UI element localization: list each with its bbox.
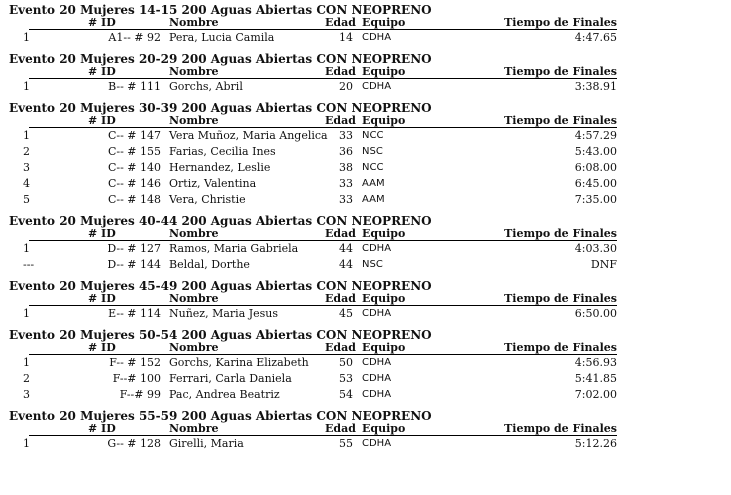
age-cell: 45 — [339, 307, 353, 320]
result-row — [0, 79, 731, 95]
age-cell: 54 — [339, 388, 353, 401]
team-column-header: Equipo — [362, 16, 406, 29]
time-column-header: Tiempo de Finales — [504, 114, 617, 127]
age-cell: 20 — [339, 80, 353, 93]
place-cell: 1 — [23, 80, 30, 93]
result-row — [0, 176, 731, 192]
swimmer-name-cell: Gorchs, Karina Elizabeth — [169, 356, 309, 369]
swimmer-name-cell: Ortiz, Valentina — [169, 177, 257, 190]
team-cell: CDHA — [362, 81, 392, 92]
place-cell: 2 — [23, 145, 30, 158]
result-row — [0, 436, 731, 452]
time-column-header: Tiempo de Finales — [504, 65, 617, 78]
final-time-cell: 4:56.93 — [574, 356, 617, 369]
place-cell: 5 — [23, 193, 30, 206]
place-cell: 1 — [23, 129, 30, 142]
final-time-cell: 6:08.00 — [574, 161, 617, 174]
result-row — [0, 160, 731, 176]
name-column-header: Nombre — [169, 114, 219, 127]
place-cell: 3 — [23, 388, 30, 401]
final-time-cell: 7:02.00 — [574, 388, 617, 401]
age-cell: 50 — [339, 356, 353, 369]
team-cell: CDHA — [362, 389, 392, 400]
place-cell: 1 — [23, 242, 30, 255]
id-column-header: # ID — [88, 65, 116, 78]
id-column-header: # ID — [88, 16, 116, 29]
swimmer-id-cell: F--# 100 — [112, 372, 161, 385]
age-column-header: Edad — [325, 16, 356, 29]
age-column-header: Edad — [325, 114, 356, 127]
swimmer-name-cell: Ramos, Maria Gabriela — [169, 242, 299, 255]
name-column-header: Nombre — [169, 227, 219, 240]
result-row — [0, 306, 731, 322]
age-cell: 44 — [339, 258, 353, 271]
swimmer-id-cell: E-- # 114 — [108, 307, 161, 320]
place-cell: 4 — [23, 177, 30, 190]
final-time-cell: 4:47.65 — [574, 31, 617, 44]
time-column-header: Tiempo de Finales — [504, 422, 617, 435]
age-column-header: Edad — [325, 227, 356, 240]
swimmer-name-cell: Vera, Christie — [169, 193, 246, 206]
result-row — [0, 355, 731, 371]
result-row — [0, 241, 731, 257]
swimmer-name-cell: Gorchs, Abril — [169, 80, 243, 93]
team-cell: CDHA — [362, 243, 392, 254]
result-row — [0, 30, 731, 46]
age-column-header: Edad — [325, 292, 356, 305]
team-cell: NSC — [362, 146, 383, 157]
age-column-header: Edad — [325, 422, 356, 435]
place-cell: 3 — [23, 161, 30, 174]
id-column-header: # ID — [88, 422, 116, 435]
event-title: Evento 20 Mujeres 30-39 200 Aguas Abiertas CON NEOPRENO — [9, 101, 432, 115]
swimmer-id-cell: B-- # 111 — [108, 80, 161, 93]
swimmer-name-cell: Vera Muñoz, Maria Angelica — [169, 129, 328, 142]
swimmer-id-cell: C-- # 140 — [107, 161, 161, 174]
name-column-header: Nombre — [169, 16, 219, 29]
team-cell: AAM — [362, 178, 385, 189]
age-cell: 14 — [339, 31, 353, 44]
id-column-header: # ID — [88, 114, 116, 127]
team-cell: CDHA — [362, 438, 392, 449]
swimmer-id-cell: C-- # 146 — [107, 177, 161, 190]
swimmer-id-cell: F--# 99 — [119, 388, 161, 401]
team-cell: CDHA — [362, 373, 392, 384]
id-column-header: # ID — [88, 227, 116, 240]
swimmer-name-cell: Hernandez, Leslie — [169, 161, 271, 174]
swimmer-id-cell: G-- # 128 — [107, 437, 161, 450]
result-row — [0, 192, 731, 208]
time-column-header: Tiempo de Finales — [504, 227, 617, 240]
swimmer-id-cell: F-- # 152 — [109, 356, 161, 369]
team-column-header: Equipo — [362, 65, 406, 78]
team-column-header: Equipo — [362, 114, 406, 127]
name-column-header: Nombre — [169, 341, 219, 354]
final-time-cell: DNF — [590, 258, 617, 271]
final-time-cell: 3:38.91 — [574, 80, 617, 93]
team-cell: NCC — [362, 162, 384, 173]
swimmer-id-cell: C-- # 155 — [107, 145, 161, 158]
event-title: Evento 20 Mujeres 40-44 200 Aguas Abiertas CON NEOPRENO — [9, 214, 432, 228]
swimmer-name-cell: Girelli, Maria — [169, 437, 244, 450]
age-cell: 55 — [339, 437, 353, 450]
time-column-header: Tiempo de Finales — [504, 292, 617, 305]
age-cell: 33 — [339, 177, 353, 190]
team-column-header: Equipo — [362, 341, 406, 354]
age-column-header: Edad — [325, 341, 356, 354]
swimmer-name-cell: Pera, Lucia Camila — [169, 31, 275, 44]
team-cell: CDHA — [362, 357, 392, 368]
age-cell: 44 — [339, 242, 353, 255]
swimmer-id-cell: C-- # 147 — [107, 129, 161, 142]
name-column-header: Nombre — [169, 65, 219, 78]
team-column-header: Equipo — [362, 422, 406, 435]
id-column-header: # ID — [88, 292, 116, 305]
final-time-cell: 4:03.30 — [574, 242, 617, 255]
final-time-cell: 4:57.29 — [574, 129, 617, 142]
name-column-header: Nombre — [169, 422, 219, 435]
age-cell: 38 — [339, 161, 353, 174]
final-time-cell: 7:35.00 — [574, 193, 617, 206]
swimmer-name-cell: Nuñez, Maria Jesus — [169, 307, 279, 320]
swimmer-id-cell: C-- # 148 — [107, 193, 161, 206]
age-cell: 36 — [339, 145, 353, 158]
place-cell: 2 — [23, 372, 30, 385]
final-time-cell: 6:45.00 — [574, 177, 617, 190]
team-cell: NSC — [362, 259, 383, 270]
event-title: Evento 20 Mujeres 14-15 200 Aguas Abiertas CON NEOPRENO — [9, 3, 432, 17]
time-column-header: Tiempo de Finales — [504, 341, 617, 354]
swimmer-name-cell: Beldal, Dorthe — [169, 258, 250, 271]
swimmer-id-cell: D-- # 127 — [107, 242, 161, 255]
place-cell: --- — [23, 258, 35, 271]
event-title: Evento 20 Mujeres 45-49 200 Aguas Abiertas CON NEOPRENO — [9, 279, 432, 293]
result-row — [0, 144, 731, 160]
team-cell: NCC — [362, 130, 384, 141]
swimmer-name-cell: Farias, Cecilia Ines — [169, 145, 276, 158]
event-title: Evento 20 Mujeres 20-29 200 Aguas Abiertas CON NEOPRENO — [9, 52, 432, 66]
age-column-header: Edad — [325, 65, 356, 78]
team-cell: CDHA — [362, 32, 392, 43]
final-time-cell: 5:41.85 — [574, 372, 617, 385]
result-row — [0, 257, 731, 273]
age-cell: 33 — [339, 193, 353, 206]
swimmer-name-cell: Pac, Andrea Beatriz — [169, 388, 280, 401]
age-cell: 33 — [339, 129, 353, 142]
result-row — [0, 128, 731, 144]
team-column-header: Equipo — [362, 292, 406, 305]
team-column-header: Equipo — [362, 227, 406, 240]
swimmer-name-cell: Ferrari, Carla Daniela — [169, 372, 292, 385]
event-title: Evento 20 Mujeres 50-54 200 Aguas Abiertas CON NEOPRENO — [9, 328, 432, 342]
name-column-header: Nombre — [169, 292, 219, 305]
swimmer-id-cell: D-- # 144 — [107, 258, 161, 271]
id-column-header: # ID — [88, 341, 116, 354]
final-time-cell: 5:43.00 — [574, 145, 617, 158]
team-cell: CDHA — [362, 308, 392, 319]
final-time-cell: 6:50.00 — [574, 307, 617, 320]
place-cell: 1 — [23, 307, 30, 320]
age-cell: 53 — [339, 372, 353, 385]
event-title: Evento 20 Mujeres 55-59 200 Aguas Abiertas CON NEOPRENO — [9, 409, 432, 423]
place-cell: 1 — [23, 31, 30, 44]
swimmer-id-cell: A1-- # 92 — [108, 31, 161, 44]
final-time-cell: 5:12.26 — [574, 437, 617, 450]
result-row — [0, 387, 731, 403]
place-cell: 1 — [23, 437, 30, 450]
time-column-header: Tiempo de Finales — [504, 16, 617, 29]
place-cell: 1 — [23, 356, 30, 369]
team-cell: AAM — [362, 194, 385, 205]
result-row — [0, 371, 731, 387]
